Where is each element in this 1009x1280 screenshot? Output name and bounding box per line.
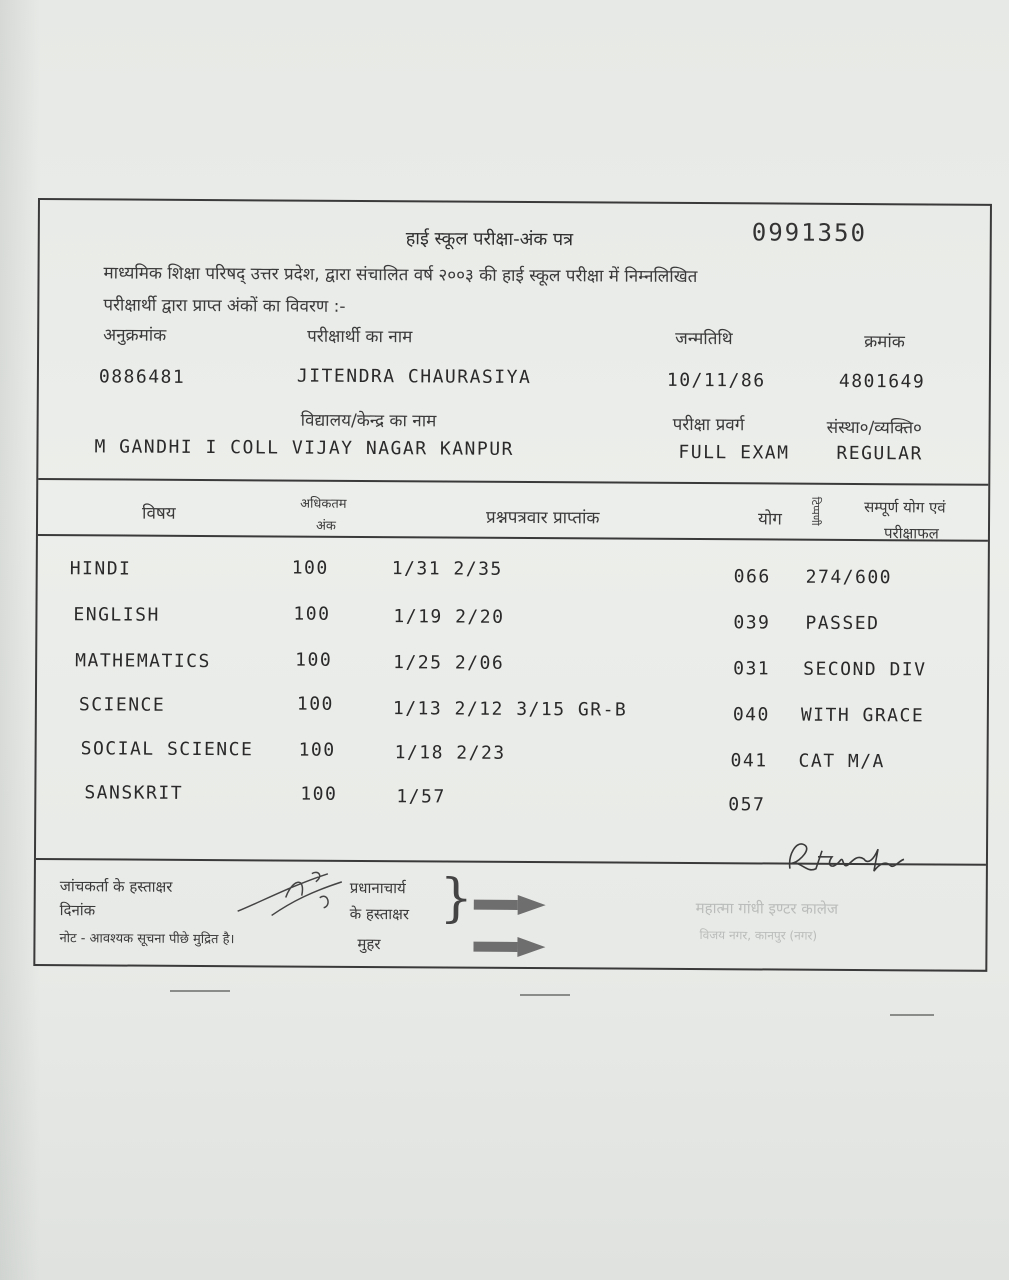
institution-type-label: संस्था०/व्यक्ति०	[826, 417, 922, 439]
subject-papers: 1/31 2/35	[391, 558, 503, 580]
subject-papers: 1/18 2/23	[394, 742, 506, 764]
seal-label: मुहर	[357, 934, 381, 954]
subject-total: 040	[732, 704, 770, 726]
checker-sign-label: जांचकर्ता के हस्ताक्षर	[59, 877, 173, 896]
subject-papers: 1/13 2/12 3/15 GR-B	[392, 698, 628, 721]
subject-name: MATHEMATICS	[75, 650, 211, 673]
result-grace: WITH GRACE	[800, 704, 925, 727]
serial-value: 4801649	[838, 370, 926, 393]
arrow-stamp-icon	[473, 937, 545, 957]
paper-marks	[170, 990, 230, 992]
marksheet	[33, 198, 992, 972]
grand-total: 274/600	[805, 566, 893, 589]
result-category: CAT M/A	[798, 750, 885, 773]
paper-marks	[520, 994, 570, 996]
result-division: SECOND DIV	[803, 658, 927, 681]
subject-name: HINDI	[69, 558, 132, 580]
institution-stamp-line-1: महात्मा गांधी इण्टर कालेज	[695, 899, 839, 918]
subject-papers: 1/25 2/06	[393, 652, 505, 674]
note-text: नोट - आवश्यक सूचना पीछे मुद्रित है।	[59, 931, 235, 948]
subject-name: SCIENCE	[78, 694, 166, 716]
subject-max: 100	[291, 557, 329, 579]
checker-signature	[232, 861, 352, 928]
subject-name: SOCIAL SCIENCE	[80, 738, 254, 761]
subject-max: 100	[300, 783, 338, 805]
subject-name: SANSKRIT	[84, 782, 184, 804]
subject-total: 031	[733, 658, 771, 680]
paper-marks	[890, 1014, 934, 1016]
max-marks-header-1: अधिकतम	[300, 496, 347, 512]
principal-label-2: के हस्ताक्षर	[349, 904, 410, 924]
paperwise-header: प्रश्नपत्रवार प्राप्तांक	[485, 507, 600, 529]
grand-total-header-2: परीक्षाफल	[883, 524, 939, 543]
subject-total: 039	[733, 612, 771, 634]
school-name-value: M GANDHI I COLL VIJAY NAGAR KANPUR	[94, 436, 515, 460]
date-label: दिनांक	[59, 901, 96, 920]
subject-name: ENGLISH	[73, 604, 160, 626]
candidate-name-label: परीक्षार्थी का नाम	[307, 326, 413, 348]
candidate-name-value: JITENDRA CHAURASIYA	[296, 365, 532, 389]
roll-no-value: 0886481	[98, 366, 186, 388]
subject-max: 100	[295, 649, 333, 671]
school-name-label: विद्यालय/केन्द्र का नाम	[300, 410, 437, 432]
grand-total-header-1: सम्पूर्ण योग एवं	[864, 498, 946, 517]
arrow-stamp-icon	[474, 895, 546, 915]
intro-line-1: माध्यमिक शिक्षा परिषद् उत्तर प्रदेश, द्वारा संचालित वर्ष २००३ की हाई स्कूल परीक्षा में निम्नलिखित	[103, 263, 698, 288]
total-header: योग	[757, 509, 782, 530]
divider-header	[38, 478, 988, 486]
subject-header: विषय	[142, 503, 176, 524]
subject-max: 100	[296, 693, 334, 715]
divider-table-header	[38, 534, 988, 542]
page-edge-shadow	[0, 0, 40, 1280]
institution-stamp-line-2: विजय नगर, कानपुर (नगर)	[699, 928, 818, 943]
subject-max: 100	[293, 603, 331, 625]
result-status: PASSED	[805, 612, 880, 635]
exam-category-label: परीक्षा प्रवर्ग	[672, 414, 745, 436]
principal-signature	[782, 835, 912, 880]
principal-label-1: प्रधानाचार्य	[349, 878, 406, 898]
marksheet-title: हाई स्कूल परीक्षा-अंक पत्र	[405, 228, 574, 251]
serial-label: क्रमांक	[864, 332, 905, 353]
remarks-vertical-header: टिप्पणी	[809, 496, 823, 526]
serial-number: 0991350	[751, 218, 868, 248]
exam-category-value: FULL EXAM	[678, 441, 790, 464]
dob-label: जन्मतिथि	[675, 328, 733, 350]
subject-total: 041	[730, 750, 768, 772]
max-marks-header-2: अंक	[315, 518, 336, 534]
institution-type-value: REGULAR	[836, 442, 923, 465]
brace-icon: }	[439, 868, 474, 929]
roll-no-label: अनुक्रमांक	[103, 325, 167, 346]
subject-papers: 1/19 2/20	[393, 606, 505, 628]
intro-line-2: परीक्षार्थी द्वारा प्राप्त अंकों का विवरण :-	[103, 295, 346, 317]
subject-total: 066	[733, 566, 771, 588]
subject-max: 100	[298, 739, 336, 761]
subject-papers: 1/57	[396, 786, 446, 808]
subject-total: 057	[728, 794, 766, 816]
dob-value: 10/11/86	[666, 369, 766, 392]
